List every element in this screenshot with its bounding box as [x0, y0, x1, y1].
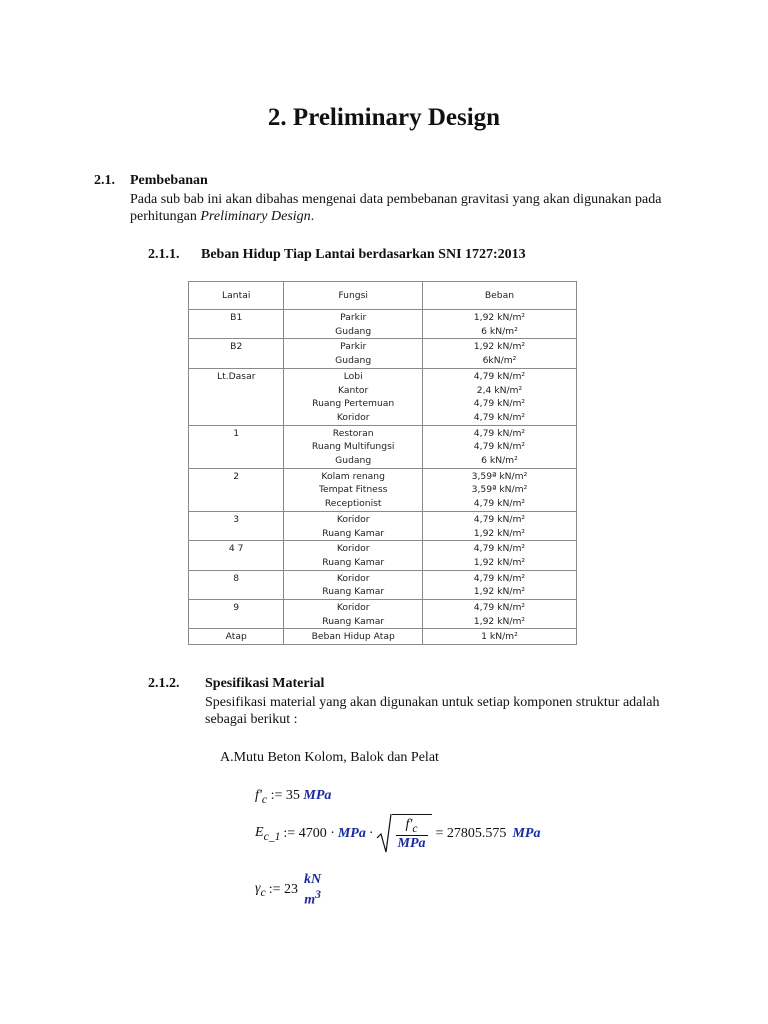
load-line: 4,79 kN/m² [473, 441, 526, 453]
function-line: Ruang Pertemuan [312, 398, 395, 410]
function-line: Gudang [335, 325, 372, 337]
cell-fungsi [284, 570, 422, 599]
paragraph-emphasis: Preliminary Design [200, 209, 311, 224]
subsection-number: 2.1.1. [148, 247, 180, 262]
gamma-subscript: c [260, 886, 266, 900]
load-line: 1 kN/m² [481, 631, 518, 643]
page-title: 2. Preliminary Design [267, 104, 501, 131]
function-line: Parkir [340, 312, 367, 323]
fc-subscript: c [261, 792, 268, 806]
ec-frac-num-sub: c [412, 821, 418, 835]
cell-beban [422, 600, 576, 629]
load-line: 4,79 kN/m² [473, 602, 526, 614]
function-line: Tempat Fitness [318, 484, 388, 496]
ec-unit: MPa [337, 826, 366, 841]
cell-fungsi [284, 541, 422, 570]
function-line: Ruang Kamar [322, 586, 385, 598]
cell-beban [422, 339, 576, 368]
header-fungsi: Fungsi [284, 282, 422, 310]
cell-beban [422, 468, 576, 511]
cell-beban [422, 511, 576, 540]
load-line: 1,92 kN/m² [473, 586, 526, 598]
cell-fungsi [284, 425, 422, 468]
load-line: 1,92 kN/m² [473, 556, 526, 568]
load-line: 6 kN/m² [481, 455, 518, 467]
header-lantai: Lantai [189, 282, 284, 310]
function-line: Koridor [336, 513, 370, 525]
paragraph-end: . [310, 209, 315, 224]
paragraph-text: Pada sub bab ini akan dibahas mengenai data pembebanan gravitasi yang akan digunakan pada perhitungan [130, 192, 662, 224]
cell-lantai: Atap [189, 629, 284, 645]
ec-frac-denominator: MPa [397, 835, 426, 851]
subsection-heading: Beban Hidup Tiap Lantai berdasarkan SNI 1727:2013 [201, 247, 526, 262]
cell-beban [422, 368, 576, 425]
cell-beban [422, 541, 576, 570]
load-line: 4,79 kN/m² [473, 411, 526, 423]
load-line: 1,92 kN/m² [473, 615, 526, 627]
load-line: 6 kN/m² [481, 325, 518, 337]
cell-lantai: 8 [189, 570, 284, 599]
ec-result-unit: MPa [512, 826, 541, 841]
load-line: 1,92 kN/m² [473, 527, 526, 539]
cell-fungsi [284, 511, 422, 540]
subsection-paragraph-2: Spesifikasi material yang akan digunakan untuk setiap komponen struktur adalah sebagai berikut : [205, 695, 660, 727]
load-line: 4,79 kN/m² [473, 498, 526, 510]
item-a-heading: A.Mutu Beton Kolom, Balok dan Pelat [220, 750, 439, 765]
load-line: 2,4 kN/m² [476, 384, 523, 396]
fc-assign: := 35 [270, 788, 300, 803]
load-line: 4,79 kN/m² [473, 572, 526, 584]
function-line: Koridor [336, 411, 370, 423]
ec-assign: := 4700 · [283, 826, 335, 841]
gamma-den-exp: 3 [315, 888, 321, 901]
function-line: Koridor [336, 572, 370, 584]
table-row [189, 629, 577, 645]
subsection-heading-2: Spesifikasi Material [205, 676, 325, 691]
ec-result: = 27805.575 [435, 826, 507, 841]
fc-symbol: f' [255, 788, 262, 803]
cell-beban [422, 425, 576, 468]
formula-gamma [255, 872, 321, 909]
function-line: Lobi [343, 370, 363, 382]
cell-beban [422, 310, 576, 339]
cell-lantai: 2 [189, 468, 284, 511]
gamma-denominator [304, 888, 321, 909]
ec-subscript: c_1 [263, 829, 281, 843]
gamma-symbol: γ [255, 881, 261, 897]
function-line: Restoran [332, 427, 374, 439]
table-row [189, 368, 577, 425]
cell-lantai: 1 [189, 425, 284, 468]
function-line: Koridor [336, 602, 370, 614]
table-row [189, 310, 577, 339]
table-row [189, 511, 577, 540]
function-line: Kantor [338, 384, 369, 396]
load-line: 6kN/m² [482, 355, 517, 367]
table-row [189, 600, 577, 629]
function-line: Parkir [340, 341, 367, 353]
cell-beban [422, 629, 576, 645]
section-number: 2.1. [94, 173, 115, 188]
cell-lantai: Lt.Dasar [189, 368, 284, 425]
cell-fungsi [284, 368, 422, 425]
cell-lantai: 9 [189, 600, 284, 629]
subsection-number-2: 2.1.2. [148, 676, 180, 691]
load-line: 4,79 kN/m² [473, 370, 526, 382]
cell-lantai: 3 [189, 511, 284, 540]
table-row [189, 339, 577, 368]
ec-dot: · [368, 826, 374, 841]
cell-fungsi [284, 600, 422, 629]
ec-frac-num-symbol: f' [405, 817, 413, 833]
function-line: Gudang [335, 455, 372, 467]
header-beban: Beban [422, 282, 576, 310]
gamma-assign: := 23 [268, 882, 299, 898]
table-row [189, 468, 577, 511]
formula-fc [255, 788, 331, 806]
section-paragraph [130, 191, 670, 225]
sqrt-icon [376, 812, 392, 856]
cell-lantai: 4 7 [189, 541, 284, 570]
load-line: 3,59ª kN/m² [471, 470, 528, 482]
gamma-den-base: m [304, 892, 316, 908]
function-line: Ruang Multifungsi [311, 441, 395, 453]
function-line: Kolam renang [321, 470, 385, 482]
function-line: Koridor [336, 543, 370, 555]
table-row [189, 425, 577, 468]
table-row [189, 541, 577, 570]
function-line: Ruang Kamar [322, 615, 385, 627]
gamma-numerator: kN [304, 872, 322, 887]
cell-fungsi [284, 468, 422, 511]
load-line: 3,59ª kN/m² [471, 484, 528, 496]
live-load-table [188, 281, 577, 645]
function-line: Receptionist [324, 498, 382, 510]
load-line: 4,79 kN/m² [473, 513, 526, 525]
cell-lantai: B1 [189, 310, 284, 339]
load-line: 4,79 kN/m² [473, 398, 526, 410]
cell-fungsi [284, 629, 422, 645]
section-heading: Pembebanan [130, 173, 208, 188]
load-line: 4,79 kN/m² [473, 427, 526, 439]
cell-fungsi [284, 310, 422, 339]
cell-fungsi [284, 339, 422, 368]
function-line: Beban Hidup Atap [311, 631, 395, 643]
fc-unit: MPa [303, 788, 332, 803]
load-line: 4,79 kN/m² [473, 543, 526, 555]
ec-symbol: E [255, 825, 264, 841]
load-line: 1,92 kN/m² [473, 341, 526, 353]
function-line: Gudang [335, 355, 372, 367]
load-line: 1,92 kN/m² [473, 312, 526, 323]
function-line: Ruang Kamar [322, 556, 385, 568]
cell-beban [422, 570, 576, 599]
table-header-row [189, 282, 577, 310]
formula-ec [255, 812, 540, 856]
cell-lantai: B2 [189, 339, 284, 368]
gamma-fraction [304, 872, 321, 909]
ec-sqrt-fraction [392, 814, 432, 852]
ec-frac-numerator [396, 817, 428, 836]
function-line: Ruang Kamar [322, 527, 385, 539]
table-row [189, 570, 577, 599]
